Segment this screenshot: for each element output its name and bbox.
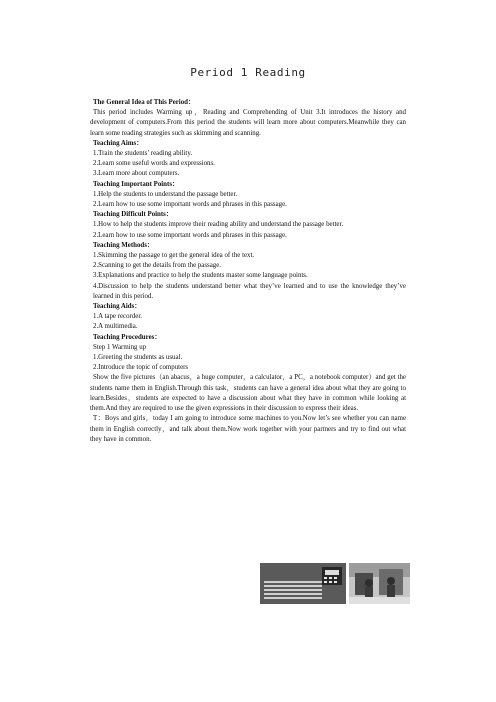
document-body — [90, 98, 406, 445]
heading-teaching-aids: Teaching Aids： — [93, 303, 142, 311]
list-item: 3.Explanations and practice to help the students master some language points. — [93, 272, 308, 280]
computer-room-image — [349, 563, 410, 604]
paragraph-general-idea: This period includes Warming up，Reading and Comprehending of Unit 3.It introduces the history and development of computers.From this period the students will learn more about computers.Meanwhile they can learn some reading strategies such as skimming and scanning. — [90, 109, 406, 137]
abacus-calculator-photo — [260, 563, 346, 604]
list-item: 2.Learn how to use some important words and phrases in this passage. — [93, 231, 287, 239]
list-item: 2.Introduce the topic of computers — [93, 364, 189, 372]
list-item: 2.A multimedia. — [93, 323, 138, 331]
paragraph-show-pictures: Show the five pictures（an abacus，a huge computer，a calculator，a PC，a notebook computer）and get the students name them in English.Through this task，students can have a general idea about what they are going to learn.Besides，students are expected to have a discussion about what they have in common while looking at them.And they are required to use the given expressions in their discussion to express their ideas. — [90, 374, 406, 413]
heading-general-idea: The General Idea of This Period： — [93, 99, 195, 106]
list-item: 2.Learn some useful words and expressions. — [93, 160, 215, 168]
computer-lab-photo — [349, 563, 410, 604]
figure-row — [260, 563, 410, 605]
list-item: 1.How to help the students improve their reading ability and understand the passage better. — [93, 221, 344, 229]
list-item: 2.Learn how to use some important words and phrases in this passage. — [93, 201, 287, 209]
list-item: 4.Discussion to help the students understand better what they’ve learned and to use the knowledge they’ve learned in this period. — [93, 282, 406, 300]
list-item: 3.Learn more about computers. — [93, 170, 180, 178]
list-item: 1.Skimming the passage to get the general idea of the text. — [93, 252, 255, 260]
list-item: 1.Train the students’ reading ability. — [93, 150, 193, 158]
page-title: Period 1 Reading — [190, 66, 306, 79]
calculator-image — [260, 563, 346, 604]
heading-teaching-aims: Teaching Aims： — [93, 139, 144, 147]
heading-important-points: Teaching Important Points： — [93, 180, 179, 188]
heading-teaching-procedures: Teaching Procedures： — [93, 333, 162, 341]
heading-teaching-methods: Teaching Methods： — [93, 241, 154, 249]
heading-difficult-points: Teaching Difficult Points： — [93, 211, 173, 219]
list-item: 2.Scanning to get the details from the passage. — [93, 262, 222, 270]
list-item: 1.Help the students to understand the passage better. — [93, 190, 238, 198]
list-item: 1.A tape recorder. — [93, 313, 142, 321]
paragraph-teacher-talk: T：Boys and girls，today I am going to introduce some machines to you.Now let’s see whether you can name them in English correctly，and talk about them.Now work together with your partners and try to find out what they have in common. — [90, 415, 406, 443]
step-heading: Step 1 Warming up — [93, 343, 147, 351]
list-item: 1.Greeting the students as usual. — [93, 354, 183, 362]
